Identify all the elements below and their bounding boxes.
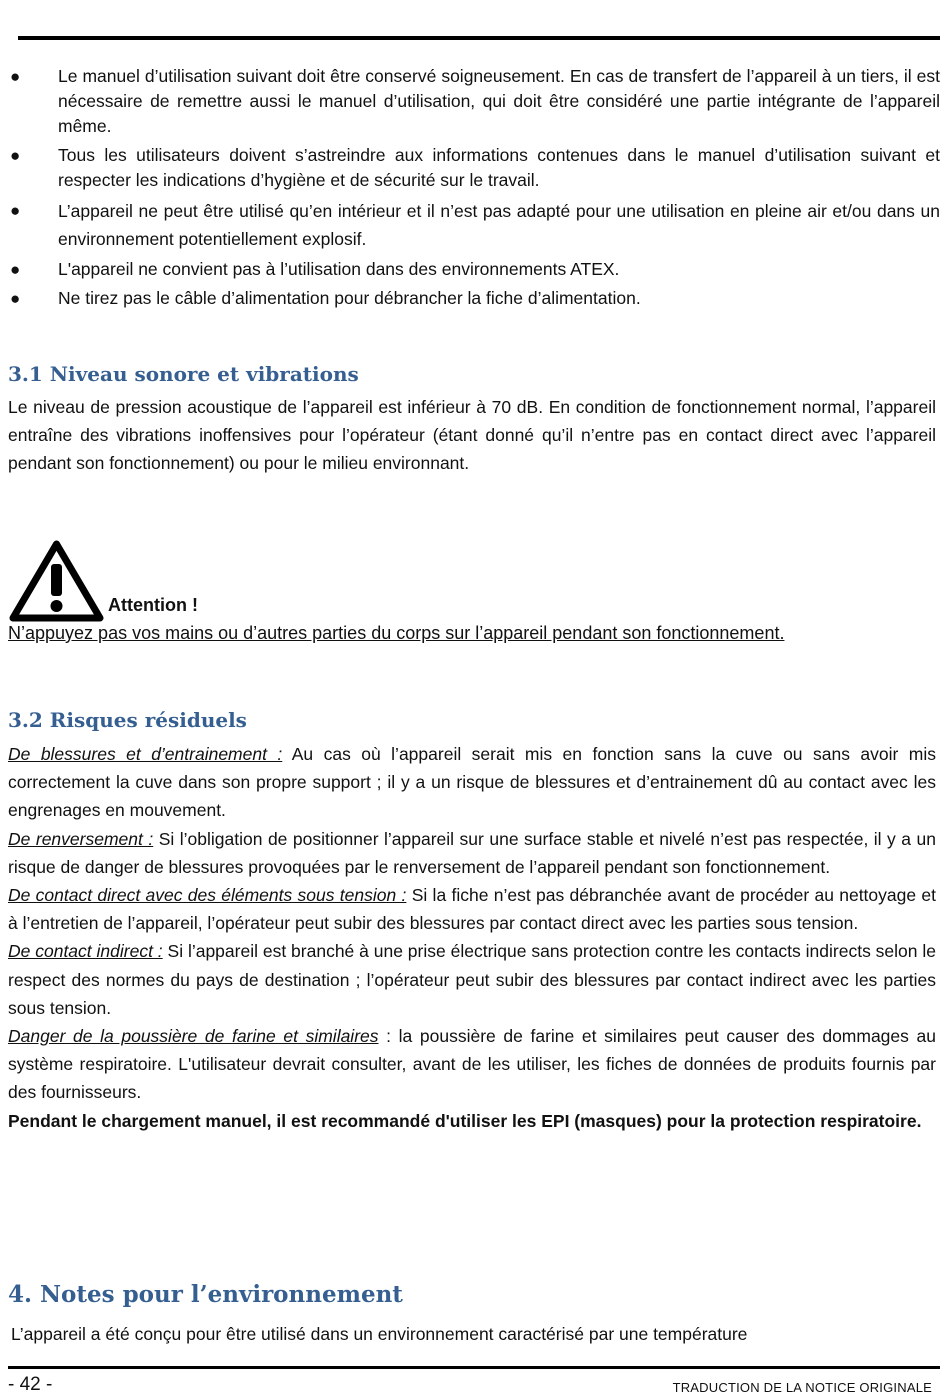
bullet-text: L'appareil ne convient pas à l’utilisation dans des environnements ATEX. xyxy=(58,259,620,279)
section-3-1-text: Le niveau de pression acoustique de l’appareil est inférieur à 70 dB. En condition de fonctionnement normal, l’appareil entraîne des vibrations inoffensives pour l’opérateur (étant donné qu’il n’entre pas en contact direct avec l’appareil pendant son fonctionnement) ou pour le milieu environnant. xyxy=(8,397,936,474)
list-item xyxy=(8,143,940,193)
bullet-icon: ● xyxy=(10,201,21,220)
risk-text: Si l’appareil est branché à une prise électrique sans protection contre les contacts indirects selon le respect des normes du pays de destination ; l’opérateur peut subir des blessures par contact indirect avec les parties sous tension. xyxy=(8,941,936,1018)
risk-item xyxy=(8,740,936,825)
warning-triangle-icon xyxy=(9,540,104,623)
bullet-text: L’appareil ne peut être utilisé qu’en intérieur et il n’est pas adapté pour une utilisation en pleine air et/ou dans un environnement potentiellement explosif. xyxy=(58,201,940,249)
bullet-icon: ● xyxy=(10,260,21,279)
risk-term: De renversement : xyxy=(8,828,154,849)
bullet-text: Tous les utilisateurs doivent s’astreindre aux informations contenues dans le manuel d’utilisation suivant et respecter les indications d’hygiène et de sécurité sur le travail. xyxy=(58,145,940,190)
section-3-1-title: 3.1 Niveau sonore et vibrations xyxy=(8,362,359,386)
risk-text: : la poussière de farine et similaires peut causer des dommages au système respiratoire. L'utilisateur devrait consulter, avant de les utiliser, les fiches de données de produits fournis par des fournisseurs. xyxy=(8,1026,936,1103)
risk-item xyxy=(8,1022,936,1107)
page-number: - 42 - xyxy=(8,1374,53,1395)
risk-item xyxy=(8,825,936,881)
risk-text: Si la fiche n’est pas débranchée avant de procéder au nettoyage et à l’entretien de l’appareil, l’opérateur peut subir des blessures par contact direct avec les parties sous tension. xyxy=(8,885,936,934)
respiratory-protection-note: Pendant le chargement manuel, il est recommandé d'utiliser les EPI (masques) pour la protection respiratoire. xyxy=(8,1110,922,1131)
list-item xyxy=(8,197,940,253)
section-3-2-body xyxy=(8,740,936,1135)
warning-text: N’appuyez pas vos mains ou d’autres parties du corps sur l’appareil pendant son fonctionnement. xyxy=(8,623,785,643)
list-item xyxy=(8,64,940,139)
risk-item xyxy=(8,937,936,1022)
risk-text: Si l’obligation de positionner l’appareil sur une surface stable et nivelé n’est pas respectée, il y a un risque de danger de blessures provoquées par le renversement de l’appareil pendant son fonctionnement. xyxy=(8,828,936,877)
bullet-icon: ● xyxy=(10,146,21,165)
instruction-bullet-list xyxy=(8,64,940,315)
risk-term: De blessures et d’entrainement : xyxy=(8,744,283,764)
list-item xyxy=(8,257,940,282)
footer-label: TRADUCTION DE LA NOTICE ORIGINALE xyxy=(672,1380,932,1395)
risk-term: Danger de la poussière de farine et similaires xyxy=(8,1026,379,1047)
risk-item xyxy=(8,881,936,937)
section-3-2-title: 3.2 Risques résiduels xyxy=(8,708,247,732)
bullet-icon: ● xyxy=(10,67,21,86)
warning-label: Attention ! xyxy=(108,595,198,615)
risk-term: De contact indirect : xyxy=(8,941,163,962)
footer-rule xyxy=(8,1366,940,1369)
bullet-icon: ● xyxy=(10,289,21,308)
list-item xyxy=(8,286,940,311)
section-4-title: 4. Notes pour l’environnement xyxy=(8,1281,403,1308)
header-rule xyxy=(18,36,940,40)
risk-text: Au cas où l’appareil serait mis en fonction sans la cuve ou sans avoir mis correctement la cuve dans son propre support ; il y a un risque de blessures et d’entrainement dû au contact avec les engrenages en mouvement. xyxy=(8,744,936,821)
risk-term: De contact direct avec des éléments sous tension : xyxy=(8,885,407,906)
bullet-text: Le manuel d’utilisation suivant doit être conservé soigneusement. En cas de transfert de l’appareil à un tiers, il est nécessaire de remettre aussi le manuel d’utilisation, qui doit être considéré une partie intégrante de l’appareil même. xyxy=(58,66,940,136)
bullet-text: Ne tirez pas le câble d’alimentation pour débrancher la fiche d’alimentation. xyxy=(58,288,641,308)
section-4-text: L’appareil a été conçu pour être utilisé dans un environnement caractérisé par une température xyxy=(11,1324,748,1344)
